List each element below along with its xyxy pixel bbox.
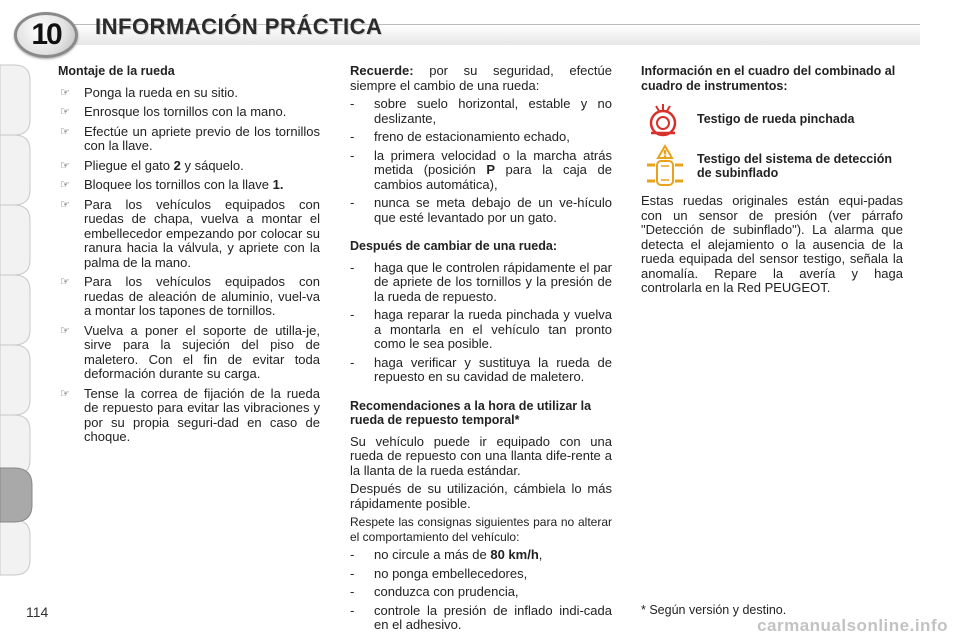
- paragraph: Después de su utilización, cámbiela lo más rápidamente posible.: [350, 481, 612, 511]
- underinflation-warning-icon: [641, 144, 689, 188]
- pointing-hand-icon: ☞: [60, 125, 70, 138]
- list-item-text: haga verificar y sustituya la rueda de repuesto en su cavidad de maletero.: [374, 354, 612, 384]
- dash-marker: -: [350, 147, 355, 163]
- chapter-tab: [0, 135, 30, 205]
- list-item: [350, 567, 612, 582]
- pointing-hand-icon: ☞: [60, 198, 70, 211]
- chapter-tab: [0, 520, 30, 575]
- chapter-tab: [0, 65, 30, 135]
- list-item: [350, 308, 612, 352]
- dash-marker: -: [350, 565, 355, 581]
- list-item: [350, 196, 612, 225]
- pointing-hand-icon: ☞: [60, 106, 70, 118]
- chapter-tab: [0, 205, 30, 275]
- dash-marker: -: [350, 584, 355, 599]
- list-item: [58, 275, 320, 319]
- list-item: [58, 125, 320, 154]
- emphasis: 2: [170, 157, 185, 173]
- dash-marker: -: [350, 307, 355, 322]
- page-title: INFORMACIÓN PRÁCTICA: [95, 14, 383, 39]
- warning-row: [641, 144, 903, 188]
- list-item: [350, 149, 612, 193]
- list-item: [350, 97, 612, 126]
- list-item-text: no ponga embellecedores,: [374, 565, 528, 581]
- list-item-text: Efectúe un apriete previo de los tornillos con la llave.: [84, 123, 320, 153]
- list-item: [58, 324, 320, 382]
- list-item-text: controle la presión de inflado indi-cada en el adhesivo.: [374, 602, 612, 632]
- section-heading: Información en el cuadro del combinado al cuadro de instrumentos:: [641, 64, 896, 93]
- paragraph: Respete las consignas siguientes para no alterar el comportamiento del vehículo:: [350, 515, 612, 544]
- list-item: [58, 387, 320, 445]
- dash-marker: -: [350, 129, 355, 144]
- active-chapter-tab: [0, 468, 32, 522]
- paragraph: Su vehículo puede ir equipado con una rueda de repuesto con una llanta dife-rente a la llanta de la rueda estándar.: [350, 433, 612, 478]
- list-item-text: Para los vehículos equipados con ruedas de chapa, vuelva a montar el embellecedor empezando por colocar su ranura hacia la válvula, y apriete con la palma de la mano.: [84, 196, 320, 270]
- list-item-text: Bloquee los tornillos con la llave 1.: [84, 177, 284, 192]
- pointing-hand-icon: ☞: [60, 179, 70, 191]
- list-item: [58, 178, 320, 193]
- info-paragraph: Estas ruedas originales están equi-padas con un sensor de presión (ver párrafo "Detección de subinflado"). La alarma que detecta el alejamiento o la ausencia de la rueda equipada del sensor testigo, señala la anomalía. Repare la avería y haga controlarla en la Red PEUGEOT.: [641, 193, 903, 295]
- page-number: 114: [26, 604, 49, 620]
- list-item-text: Vuelva a poner el soporte de utilla-je, sirve para la sujeción del piso de maletero. Con el fin de evitar toda deformación durante su carga.: [84, 322, 320, 381]
- list-item: [58, 198, 320, 271]
- emphasis: P: [475, 162, 506, 177]
- column-mounting: [58, 64, 320, 450]
- list-item: [350, 130, 612, 145]
- dash-marker: -: [350, 602, 355, 618]
- recuerde-label: Recuerde:: [350, 63, 414, 78]
- section-heading: Después de cambiar de una rueda:: [350, 239, 558, 253]
- dash-marker: -: [350, 547, 355, 562]
- footnote: * Según versión y destino.: [641, 603, 787, 617]
- pointing-hand-icon: ☞: [60, 86, 70, 99]
- dash-marker: -: [350, 354, 355, 370]
- column-reminders: [350, 64, 612, 637]
- section-heading: Recomendaciones a la hora de utilizar la rueda de repuesto temporal*: [350, 398, 592, 427]
- after-list: [350, 261, 612, 385]
- warning-label: Testigo de rueda pinchada: [697, 112, 855, 126]
- chapter-tab: [0, 275, 30, 345]
- list-item: [350, 604, 612, 633]
- column-instrument-info: [641, 64, 903, 300]
- emphasis: 80 km/h: [490, 547, 539, 562]
- dash-marker: -: [350, 259, 355, 275]
- dash-marker: -: [350, 96, 355, 111]
- chapter-tab: [0, 345, 30, 415]
- list-item-text: haga reparar la rueda pinchada y vuelva a montarla en el vehículo tan pronto como le sea posible.: [374, 307, 612, 351]
- chapter-tab: [0, 415, 30, 475]
- bullet-list: [58, 86, 320, 445]
- emphasis: 1.: [269, 177, 284, 192]
- warning-label: Testigo del sistema de detección de subinflado: [697, 152, 892, 180]
- list-item-text: Pliegue el gato 2 y sáquelo.: [84, 157, 244, 173]
- list-item-text: conduzca con prudencia,: [374, 584, 519, 599]
- list-item: [58, 86, 320, 101]
- recuerde-text: por su seguridad, efectúe siempre el cambio de una rueda:: [350, 63, 612, 93]
- pointing-hand-icon: ☞: [60, 159, 70, 172]
- recuerde-paragraph: [350, 64, 612, 93]
- dash-marker: -: [350, 195, 355, 210]
- recommendation-list: [350, 548, 612, 633]
- list-item-text: Ponga la rueda en su sitio.: [84, 84, 238, 100]
- recuerde-list: [350, 97, 612, 225]
- watermark: carmanualsonline.info: [757, 616, 948, 635]
- chapter-tabs: [0, 0, 36, 640]
- list-item: [58, 105, 320, 120]
- list-item: [350, 261, 612, 305]
- pointing-hand-icon: ☞: [60, 387, 70, 400]
- flat-tyre-warning-icon: [641, 100, 689, 138]
- list-item-text: la primera velocidad o la marcha atrás metida (posición P para la caja de cambios automática),: [374, 147, 613, 192]
- chapter-badge: [14, 12, 78, 58]
- list-item-text: Tense la correa de fijación de la rueda de repuesto para evitar las vibraciones y por su propia seguri-dad en caso de choque.: [84, 385, 320, 444]
- list-item-text: sobre suelo horizontal, estable y no deslizante,: [374, 96, 612, 126]
- list-item-text: haga que le controlen rápidamente el par de apriete de los tornillos y la presión de la rueda de repuesto.: [374, 259, 612, 304]
- list-item: [350, 548, 612, 563]
- pointing-hand-icon: ☞: [60, 324, 70, 337]
- list-item: [58, 159, 320, 174]
- list-item: [350, 356, 612, 385]
- list-item: [350, 585, 612, 600]
- list-item-text: Enrosque los tornillos con la mano.: [84, 104, 287, 119]
- list-item-text: freno de estacionamiento echado,: [374, 129, 570, 144]
- list-item-text: no circule a más de 80 km/h,: [374, 547, 543, 562]
- pointing-hand-icon: ☞: [60, 276, 70, 288]
- list-item-text: Para los vehículos equipados con ruedas de aleación de aluminio, vuel-va a montar los tapones de tornillos.: [84, 274, 320, 318]
- chapter-number: 10: [31, 18, 61, 51]
- list-item-text: nunca se meta debajo de un ve-hículo que esté levantado por un gato.: [374, 195, 612, 225]
- section-heading: Montaje de la rueda: [58, 64, 175, 78]
- warning-row: [641, 100, 903, 138]
